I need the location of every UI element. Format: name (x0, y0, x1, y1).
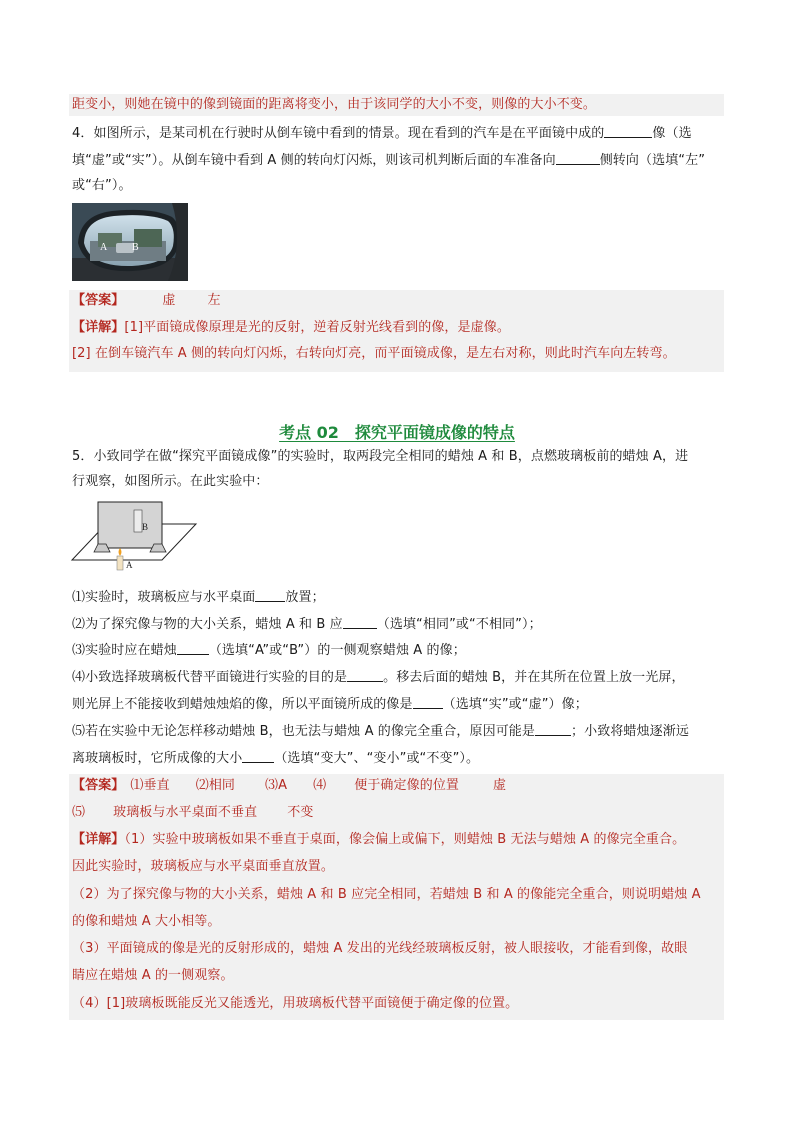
q5-text: （选填“A”或“B”）的一侧观察蜡烛 A 的像； (208, 643, 466, 658)
q4-stem-text: 填“虚”或“实”）。从倒车镜中看到 A 侧的转向灯闪烁，则该司机判断后面的车准备向 (72, 153, 556, 168)
q4-answer-2: 左 (207, 293, 221, 308)
section-title: 考点 02 探究平面镜成像的特点 (279, 423, 515, 442)
q5-text: （选填“变大”、“变小”或“不变”）。 (274, 751, 480, 766)
q5-blank-4[interactable] (347, 669, 383, 682)
q5-detail-2b: 的像和蜡烛 A 大小相等。 (72, 914, 221, 929)
q5-blank-5[interactable] (413, 696, 443, 709)
q4-detail-line-1 (72, 320, 732, 336)
q5-answer-2: ⑵相同 (195, 778, 236, 793)
q5-text: （选填“相同”或“不相同”）； (376, 617, 542, 632)
mirror-experiment-diagram (70, 496, 200, 576)
q5-answer-4: 便于确定像的位置 (354, 778, 460, 793)
q5-text: ⑵为了探究像与物的大小关系，蜡烛 A 和 B 应 (72, 617, 343, 632)
q5-text: ；小致将蜡烛逐渐远 (571, 724, 689, 739)
q5-detail-2a: （2）为了探究像与物的大小关系，蜡烛 A 和 B 应完全相同，若蜡烛 B 和 A 的像能完全重合，则说明蜡烛 A (72, 887, 701, 902)
q5-part-5b (72, 750, 732, 767)
q5-blank-3[interactable] (177, 642, 209, 655)
q5-text: 。移去后面的蜡烛 B，并在其所在位置上放一光屏， (383, 670, 685, 685)
diagram-label-a: A (126, 560, 133, 570)
q4-blank-2[interactable] (556, 152, 600, 165)
q4-blank-1[interactable] (604, 125, 652, 138)
detail-label: 【详解】 (72, 320, 125, 335)
q4-stem-text: 像（选 (652, 126, 692, 141)
q5-text: ⑶实验时应在蜡烛 (72, 643, 177, 658)
q5-detail-1b: 因此实验时，玻璃板应与水平桌面垂直放置。 (72, 859, 335, 874)
q5-answer-6-num: ⑸ (72, 805, 86, 820)
q5-part-4b (72, 696, 732, 713)
q5-text: ⑴实验时，玻璃板应与水平桌面 (72, 590, 256, 605)
q5-text: 则光屏上不能接收到蜡烛烛焰的像，所以平面镜所成的像是 (72, 697, 413, 712)
q5-detail-3b: 睛应在蜡烛 A 的一侧观察。 (72, 968, 234, 983)
q5-part-4a (72, 669, 732, 686)
q5-blank-1[interactable] (255, 589, 285, 602)
q5-answer-3: ⑶A (265, 778, 288, 793)
q4-stem-line-1 (72, 125, 732, 142)
q5-answer-1: ⑴垂直 (130, 778, 170, 793)
q5-answer-6: 玻璃板与水平桌面不垂直 (113, 805, 258, 820)
q5-text: 放置； (285, 590, 325, 605)
q4-stem-text: 4．如图所示，是某司机在行驶时从倒车镜中看到的情景。现在看到的汽车是在平面镜中成的 (72, 126, 605, 141)
rear-mirror-photo (72, 203, 188, 281)
q5-blank-6[interactable] (535, 723, 571, 736)
q5-detail-4: （4）[1]玻璃板既能反光又能透光，用玻璃板代替平面镜便于确定像的位置。 (72, 996, 519, 1011)
diagram-label-b: B (142, 522, 149, 532)
q5-stem-line-1: 5．小致同学在做“探究平面镜成像”的实验时，取两段完全相同的蜡烛 A 和 B，点燃玻璃板前的蜡烛 A，进 (72, 449, 689, 464)
q5-text: 离玻璃板时，它所成像的大小 (72, 751, 243, 766)
q5-text: （选填“实”或“虚”）像； (442, 697, 588, 712)
q4-stem-line-3: 或“右”）。 (72, 178, 132, 193)
q5-answer-line-1 (72, 778, 732, 794)
q5-detail-3a: （3）平面镜成的像是光的反射形成的，蜡烛 A 发出的光线经玻璃板反射，被人眼接收，才能看到像，故眼 (72, 941, 688, 956)
q5-part-5a (72, 723, 732, 740)
q5-text: ⑸若在实验中无论怎样移动蜡烛 B，也无法与蜡烛 A 的像完全重合，原因可能是 (72, 724, 536, 739)
q5-detail-1a (72, 832, 732, 848)
q5-detail-text: （1）实验中玻璃板如果不垂直于桌面，像会偏上或偏下，则蜡烛 B 无法与蜡烛 A 的像完全重合。 (124, 832, 686, 847)
q4-answer-1: 虚 (162, 293, 176, 308)
q5-answer-5: 虚 (493, 778, 507, 793)
mirror-label-a: A (100, 242, 108, 253)
q5-text: ⑷小致选择玻璃板代替平面镜进行实验的目的是 (72, 670, 348, 685)
q5-blank-2[interactable] (343, 616, 377, 629)
q4-detail-line-2: [2] 在倒车镜汽车 A 侧的转向灯闪烁，右转向灯亮，而平面镜成像，是左右对称，则此时汽车向左转弯。 (72, 346, 676, 361)
answer-label: 【答案】 (72, 778, 125, 793)
q5-part-3 (72, 642, 732, 659)
q4-detail-1: [1]平面镜成像原理是光的反射，逆着反射光线看到的像，是虚像。 (124, 320, 510, 335)
q4-stem-text: 侧转向（选填“左” (599, 153, 706, 168)
q4-answer-line (72, 293, 732, 309)
q5-part-2 (72, 616, 732, 633)
q5-stem-line-2: 行观察，如图所示。在此实验中： (72, 474, 269, 489)
answer-label: 【答案】 (72, 293, 125, 308)
section-heading (0, 420, 794, 443)
q5-answer-line-2 (72, 805, 732, 821)
mirror-label-b: B (132, 242, 139, 253)
q5-answer-4-num: ⑷ (313, 778, 327, 793)
detail-label: 【详解】 (72, 832, 125, 847)
q4-stem-line-2 (72, 152, 732, 169)
q5-blank-7[interactable] (242, 750, 274, 763)
q5-part-1 (72, 589, 732, 606)
q5-answer-7: 不变 (287, 805, 314, 820)
prev-detail-line: 距变小，则她在镜中的像到镜面的距离将变小，由于该同学的大小不变，则像的大小不变。 (72, 97, 597, 112)
